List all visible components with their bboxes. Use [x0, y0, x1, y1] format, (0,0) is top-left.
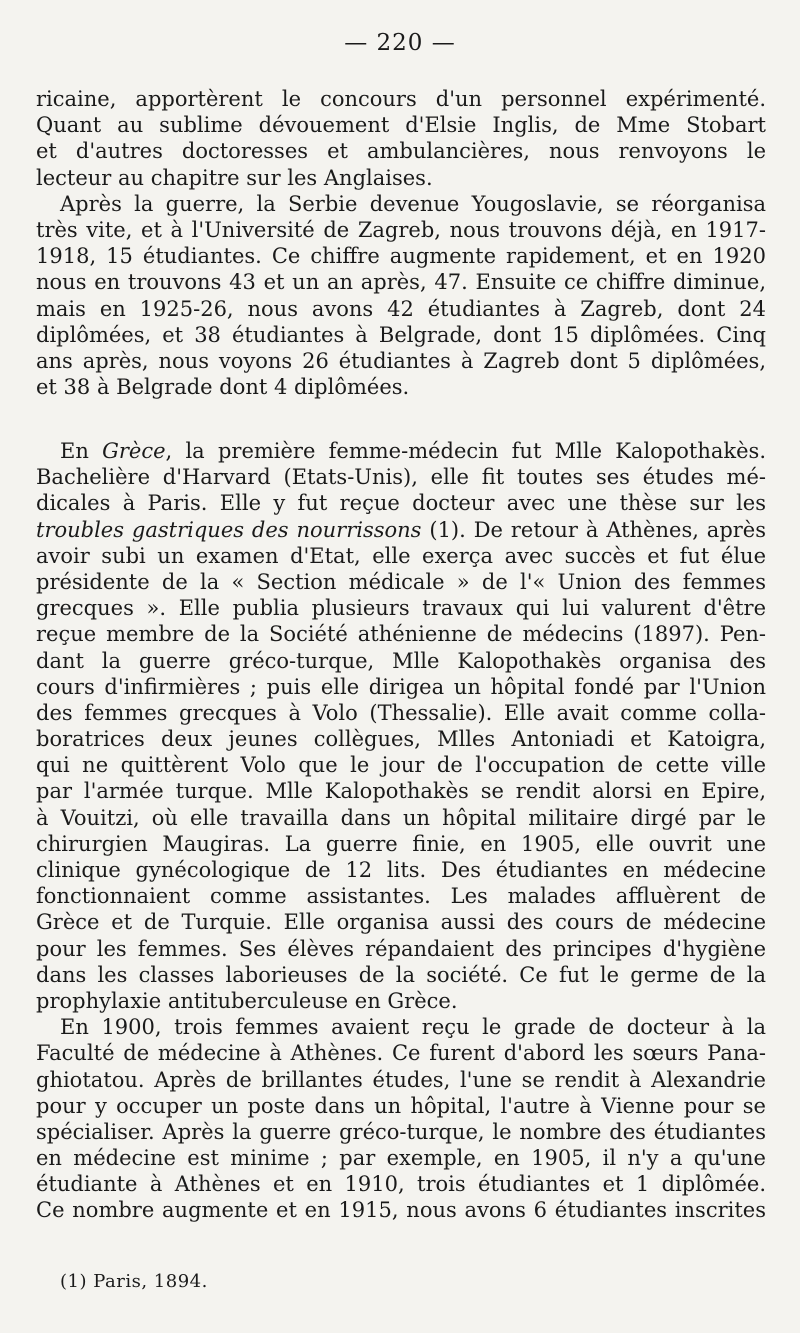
text-line: Après la guerre, la Serbie devenue Yougoslavie, se réorganisa — [60, 191, 766, 216]
text-line: ans après, nous voyons 26 étudiantes à Zagreb dont 5 diplômées, — [36, 348, 766, 373]
page-number: — 220 — — [344, 30, 456, 56]
text-line: avoir subi un examen d'Etat, elle exerça avec succès et fut élue — [36, 543, 766, 568]
text-line: à Vouitzi, où elle travailla dans un hôpital militaire dirgé par le — [36, 805, 766, 830]
text-line: 1918, 15 étudiantes. Ce chiffre augmente rapidement, et en 1920 — [36, 244, 766, 269]
text-line: fonctionnaient comme assistantes. Les malades affluèrent de — [36, 884, 766, 909]
text-line: troubles gastriques des nourrissons (1). De retour à Athènes, après — [36, 517, 767, 542]
text-line: ricaine, apportèrent le concours d'un personnel expérimenté. — [36, 87, 766, 111]
text-line: Bachelière d'Harvard (Etats-Unis), elle fit toutes ses études mé- — [36, 465, 766, 490]
text-line: Grèce et de Turquie. Elle organisa aussi des cours de médecine — [36, 910, 766, 935]
text-line: Quant au sublime dévouement d'Elsie Inglis, de Mme Stobart — [36, 113, 766, 138]
text-line: et d'autres doctoresses et ambulancières, nous renvoyons le — [36, 139, 766, 164]
text-line: par l'armée turque. Mlle Kalopothakès se rendit alorsi en Epire, — [36, 779, 766, 804]
text-line: Faculté de médecine à Athènes. Ce furent d'abord les sœurs Pana- — [36, 1041, 766, 1066]
text-line: mais en 1925-26, nous avons 42 étudiantes à Zagreb, dont 24 — [36, 296, 766, 321]
text-line: diplômées, et 38 étudiantes à Belgrade, dont 15 diplômées. Cinq — [36, 322, 766, 347]
text-line: et 38 à Belgrade dont 4 diplômées. — [36, 375, 410, 400]
text-line: des femmes grecques à Volo (Thessalie). Elle avait comme colla- — [36, 700, 766, 725]
text-line: En 1900, trois femmes avaient reçu le grade de docteur à la — [60, 1015, 766, 1040]
text-line: grecques ». Elle publia plusieurs travaux qui lui valurent d'être — [36, 596, 766, 621]
text-line: prophylaxie antituberculeuse en Grèce. — [36, 988, 458, 1013]
text-line: cours d'infirmières ; puis elle dirigea un hôpital fondé par l'Union — [36, 674, 766, 699]
italic-text: Grèce — [102, 439, 166, 463]
text-line: clinique gynécologique de 12 lits. Des étudiantes en médecine — [36, 858, 766, 882]
text-line: en médecine est minime ; par exemple, en 1905, il n'y a qu'une — [36, 1146, 766, 1171]
footnote: (1) Paris, 1894. — [60, 1271, 208, 1292]
paragraph-greece — [36, 438, 766, 1224]
text-line: très vite, et à l'Université de Zagreb, nous trouvons déjà, en 1917- — [36, 217, 766, 242]
text-line: chirurgien Maugiras. La guerre finie, en 1905, elle ouvrit une — [36, 831, 766, 856]
text-line: spécialiser. Après la guerre gréco-turque, le nombre des étudiantes — [36, 1119, 766, 1144]
text-line: qui ne quittèrent Volo que le jour de l'occupation de cette ville — [36, 753, 766, 778]
text-line: dans les classes laborieuses de la société. Ce fut le germe de la — [36, 962, 766, 987]
text-line: Ce nombre augmente et en 1915, nous avons 6 étudiantes inscrites — [36, 1198, 766, 1223]
text-line: lecteur au chapitre sur les Anglaises. — [36, 165, 433, 190]
text-line: reçue membre de la Société athénienne de médecins (1897). Pen- — [36, 622, 766, 647]
text-line: pour y occuper un poste dans un hôpital, l'autre à Vienne pour se — [36, 1093, 766, 1118]
text-line: nous en trouvons 43 et un an après, 47. Ensuite ce chiffre diminue, — [36, 270, 766, 295]
text-line: boratrices deux jeunes collègues, Mlles Antoniadi et Katoigra, — [36, 727, 766, 752]
text-line: étudiante à Athènes et en 1910, trois étudiantes et 1 diplômée. — [36, 1172, 766, 1197]
text-line: ghiotatou. Après de brillantes études, l'une se rendit à Alexandrie — [36, 1067, 766, 1092]
text-line: dicales à Paris. Elle y fut reçue docteur avec une thèse sur les — [36, 491, 766, 516]
paragraph-serbia — [36, 86, 766, 400]
italic-text: troubles gastriques des nourrissons — [36, 517, 422, 542]
text-line: pour les femmes. Ses élèves répandaient des principes d'hygiène — [36, 936, 766, 961]
text-line: dant la guerre gréco-turque, Mlle Kalopothakès organisa des — [36, 648, 766, 673]
text-line: En Grèce, la première femme-médecin fut Mlle Kalopothakès. — [60, 439, 766, 463]
text-line: présidente de la « Section médicale » de l'« Union des femmes — [36, 569, 766, 594]
